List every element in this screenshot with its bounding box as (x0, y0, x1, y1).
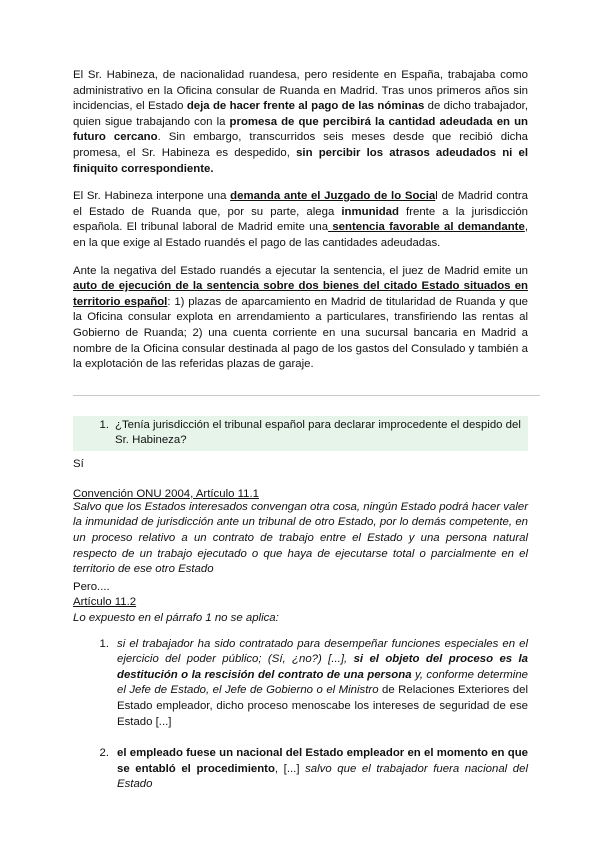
exception-run: de Relaciones Exteriores del Estado empleador, dicho proceso menoscabe los intereses de seguridad de ese Estado [...] (117, 684, 528, 728)
question-item (73, 416, 528, 451)
p2-run: El Sr. Habineza interpone una (73, 190, 231, 203)
exception-run: si el objeto del proceso es la destitución o la rescisión del contrato de una persona (117, 653, 528, 681)
exception-run: y, conforme determine el Jefe de Estado, el Jefe de Gobierno o el Ministro (117, 668, 528, 697)
p3-run: Ante la negativa del Estado ruandés a ejecutar la sentencia, el juez de Madrid emite un (73, 264, 528, 277)
p3-run: : 1) plazas de aparcamiento en Madrid de titularidad de Ruanda y que la Oficina consular explota en arrendamiento a particulares, transfiriendo las rentas al Gobierno de Ruanda; 2) una cuenta corriente en una sucursal bancaria en Madrid a nombre de la Oficina consular destinada al pago de los gastos del Consulado y también a la explotación de las referidas plazas de garaje. (73, 295, 528, 371)
p2-run: sentencia favorable al demandante (328, 221, 525, 234)
p1-run: de dicho trabajador, quien sigue trabajando con la (73, 100, 528, 128)
p2-run: l de Madrid contra el Estado de Ruanda que, por su parte, alega (73, 190, 529, 218)
section-divider (73, 395, 540, 396)
but-text: Pero.... (73, 580, 110, 593)
source-title-1: Convención ONU 2004, Artículo 11.1 (73, 487, 259, 500)
p2-run: inmunidad (341, 205, 399, 218)
answer-text: Sí (73, 457, 84, 470)
case-paragraph-2 (73, 189, 528, 251)
p1-run: sin percibir los atrasos adeudados ni el finiquito correspondiente. (73, 146, 528, 175)
case-paragraph-3 (73, 264, 528, 373)
exception-item (73, 746, 528, 793)
exception-run: si el trabajador ha sido contratado para desempeñar funciones especiales en el ejercicio del poder público; (Sí, ¿no?) [...], (117, 637, 528, 666)
p1-run: . Sin embargo, transcurridos seis meses desde que recibió dicha promesa, el Sr. Habineza es despedido, (73, 131, 528, 159)
exception-run: salvo que el trabajador fuera nacional del Estado (117, 762, 528, 791)
p1-run: promesa de que percibirá la cantidad adeudada en un futuro cercano (73, 115, 528, 144)
document-page (73, 68, 528, 793)
exception-list (73, 637, 528, 793)
case-paragraph-1 (73, 68, 528, 177)
p1-run: deja de hacer frente al pago de las nóminas (186, 100, 425, 113)
exception-item (73, 637, 528, 731)
p2-run: frente a la jurisdicción española. El tribunal laboral de Madrid emite una (73, 205, 528, 234)
exception-number: 1. (99, 637, 109, 650)
exception-number: 2. (99, 747, 109, 760)
p2-run: demanda ante el Juzgado de lo Socia (230, 190, 436, 203)
source-intro-2: Lo expuesto en el párrafo 1 no se aplica: (73, 612, 279, 625)
p3-run: auto de ejecución de la sentencia sobre dos bienes del citado Estado situados en territorio español (73, 280, 528, 308)
question-text: ¿Tenía jurisdicción el tribunal español para declarar improcedente el despido del Sr. Habineza? (115, 418, 521, 447)
exception-run: el empleado fuese un nacional del Estado empleador en el momento en que se entabló el procedimiento (117, 747, 528, 775)
source-text-1: Salvo que los Estados interesados convengan otra cosa, ningún Estado podrá hacer valer la inmunidad de jurisdicción ante un tribunal de otro Estado, por lo demás competente, en un proceso relativo a un contrato de trabajo entre el Estado y una persona natural respecto de un trabajo ejecutado o que haya de ejecutarse total o parcialmente en el territorio de ese otro Estado (73, 500, 528, 576)
exception-run: , [...] (274, 762, 306, 775)
question-number: 1. (99, 418, 109, 431)
exception-text (117, 637, 528, 731)
exception-text (117, 746, 528, 793)
p1-run: El Sr. Habineza, de nacionalidad ruandesa, pero residente en España, trabajaba como administrativo en la Oficina consular de Ruanda en Madrid. Tras unos primeros años sin incidencias, el Estado (73, 69, 528, 113)
source-title-2: Artículo 11.2 (73, 596, 137, 609)
p2-run: , en la que exige al Estado ruandés el pago de las cantidades adeudadas. (73, 221, 528, 249)
